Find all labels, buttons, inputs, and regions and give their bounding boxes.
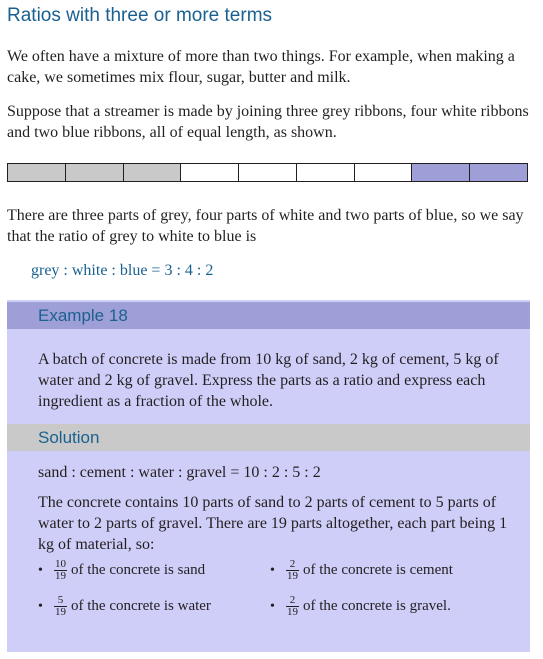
fraction-denominator: 19: [55, 606, 66, 618]
ribbon-segment-white: [239, 164, 297, 181]
fraction: [286, 595, 299, 618]
fraction-bullet-text: of the concrete is sand: [71, 562, 206, 578]
example-box: [7, 300, 530, 652]
ribbon-segment-white: [297, 164, 355, 181]
fraction-numerator: 2: [289, 594, 296, 606]
section-heading: Ratios with three or more terms: [7, 5, 273, 26]
solution-title: Solution: [7, 424, 530, 451]
ribbon-segment-white: [181, 164, 239, 181]
ribbon-segment-blue: [470, 164, 527, 181]
parts-paragraph: There are three parts of grey, four parts of white and two parts of blue, so we say that the ratio of grey to white to blue is: [7, 207, 524, 245]
fraction-bullet-gravel: [270, 595, 451, 618]
fraction: [286, 559, 299, 582]
bullet-dot: •: [38, 598, 43, 614]
example-title: Example 18: [7, 302, 530, 329]
fraction-numerator: 5: [57, 594, 64, 606]
fraction: [54, 595, 67, 618]
fraction-denominator: 19: [287, 570, 298, 582]
fraction-numerator: 10: [55, 558, 66, 570]
ribbon-segment-grey: [124, 164, 182, 181]
bullet-dot: •: [270, 562, 275, 578]
ribbon-segment-blue: [412, 164, 470, 181]
example-problem: A batch of concrete is made from 10 kg of sand, 2 kg of cement, 5 kg of water and 2 kg of gravel. Express the parts as a ratio and express each ingredient as a fraction of the whole.: [38, 351, 499, 410]
bullet-dot: •: [38, 562, 43, 578]
intro-paragraph: We often have a mixture of more than two things. For example, when making a cake, we sometimes mix flour, sugar, butter and milk.: [7, 48, 515, 86]
fraction: [54, 559, 67, 582]
streamer-diagram: [7, 163, 528, 182]
fraction-denominator: 19: [287, 606, 298, 618]
fraction-bullet-text: of the concrete is gravel.: [303, 598, 451, 614]
solution-ratio: sand : cement : water : gravel = 10 : 2 : 5 : 2: [38, 464, 321, 481]
ribbon-segment-grey: [8, 164, 66, 181]
fraction-bullet-text: of the concrete is water: [71, 598, 211, 614]
ribbon-segment-white: [355, 164, 413, 181]
fraction-denominator: 19: [55, 570, 66, 582]
ribbon-segment-grey: [66, 164, 124, 181]
fraction-bullet-cement: [270, 559, 453, 582]
solution-text: The concrete contains 10 parts of sand to 2 parts of cement to 5 parts of water to 2 parts of gravel. There are 19 parts altogether, each part being 1 kg of material, so:: [38, 494, 508, 553]
ratio-statement: grey : white : blue = 3 : 4 : 2: [31, 262, 214, 279]
fraction-bullet-water: [38, 595, 211, 618]
bullet-dot: •: [270, 598, 275, 614]
fraction-bullet-text: of the concrete is cement: [303, 562, 453, 578]
streamer-intro-paragraph: Suppose that a streamer is made by joining three grey ribbons, four white ribbons and two blue ribbons, all of equal length, as shown.: [7, 103, 529, 141]
fraction-bullet-sand: [38, 559, 205, 582]
fraction-numerator: 2: [289, 558, 296, 570]
